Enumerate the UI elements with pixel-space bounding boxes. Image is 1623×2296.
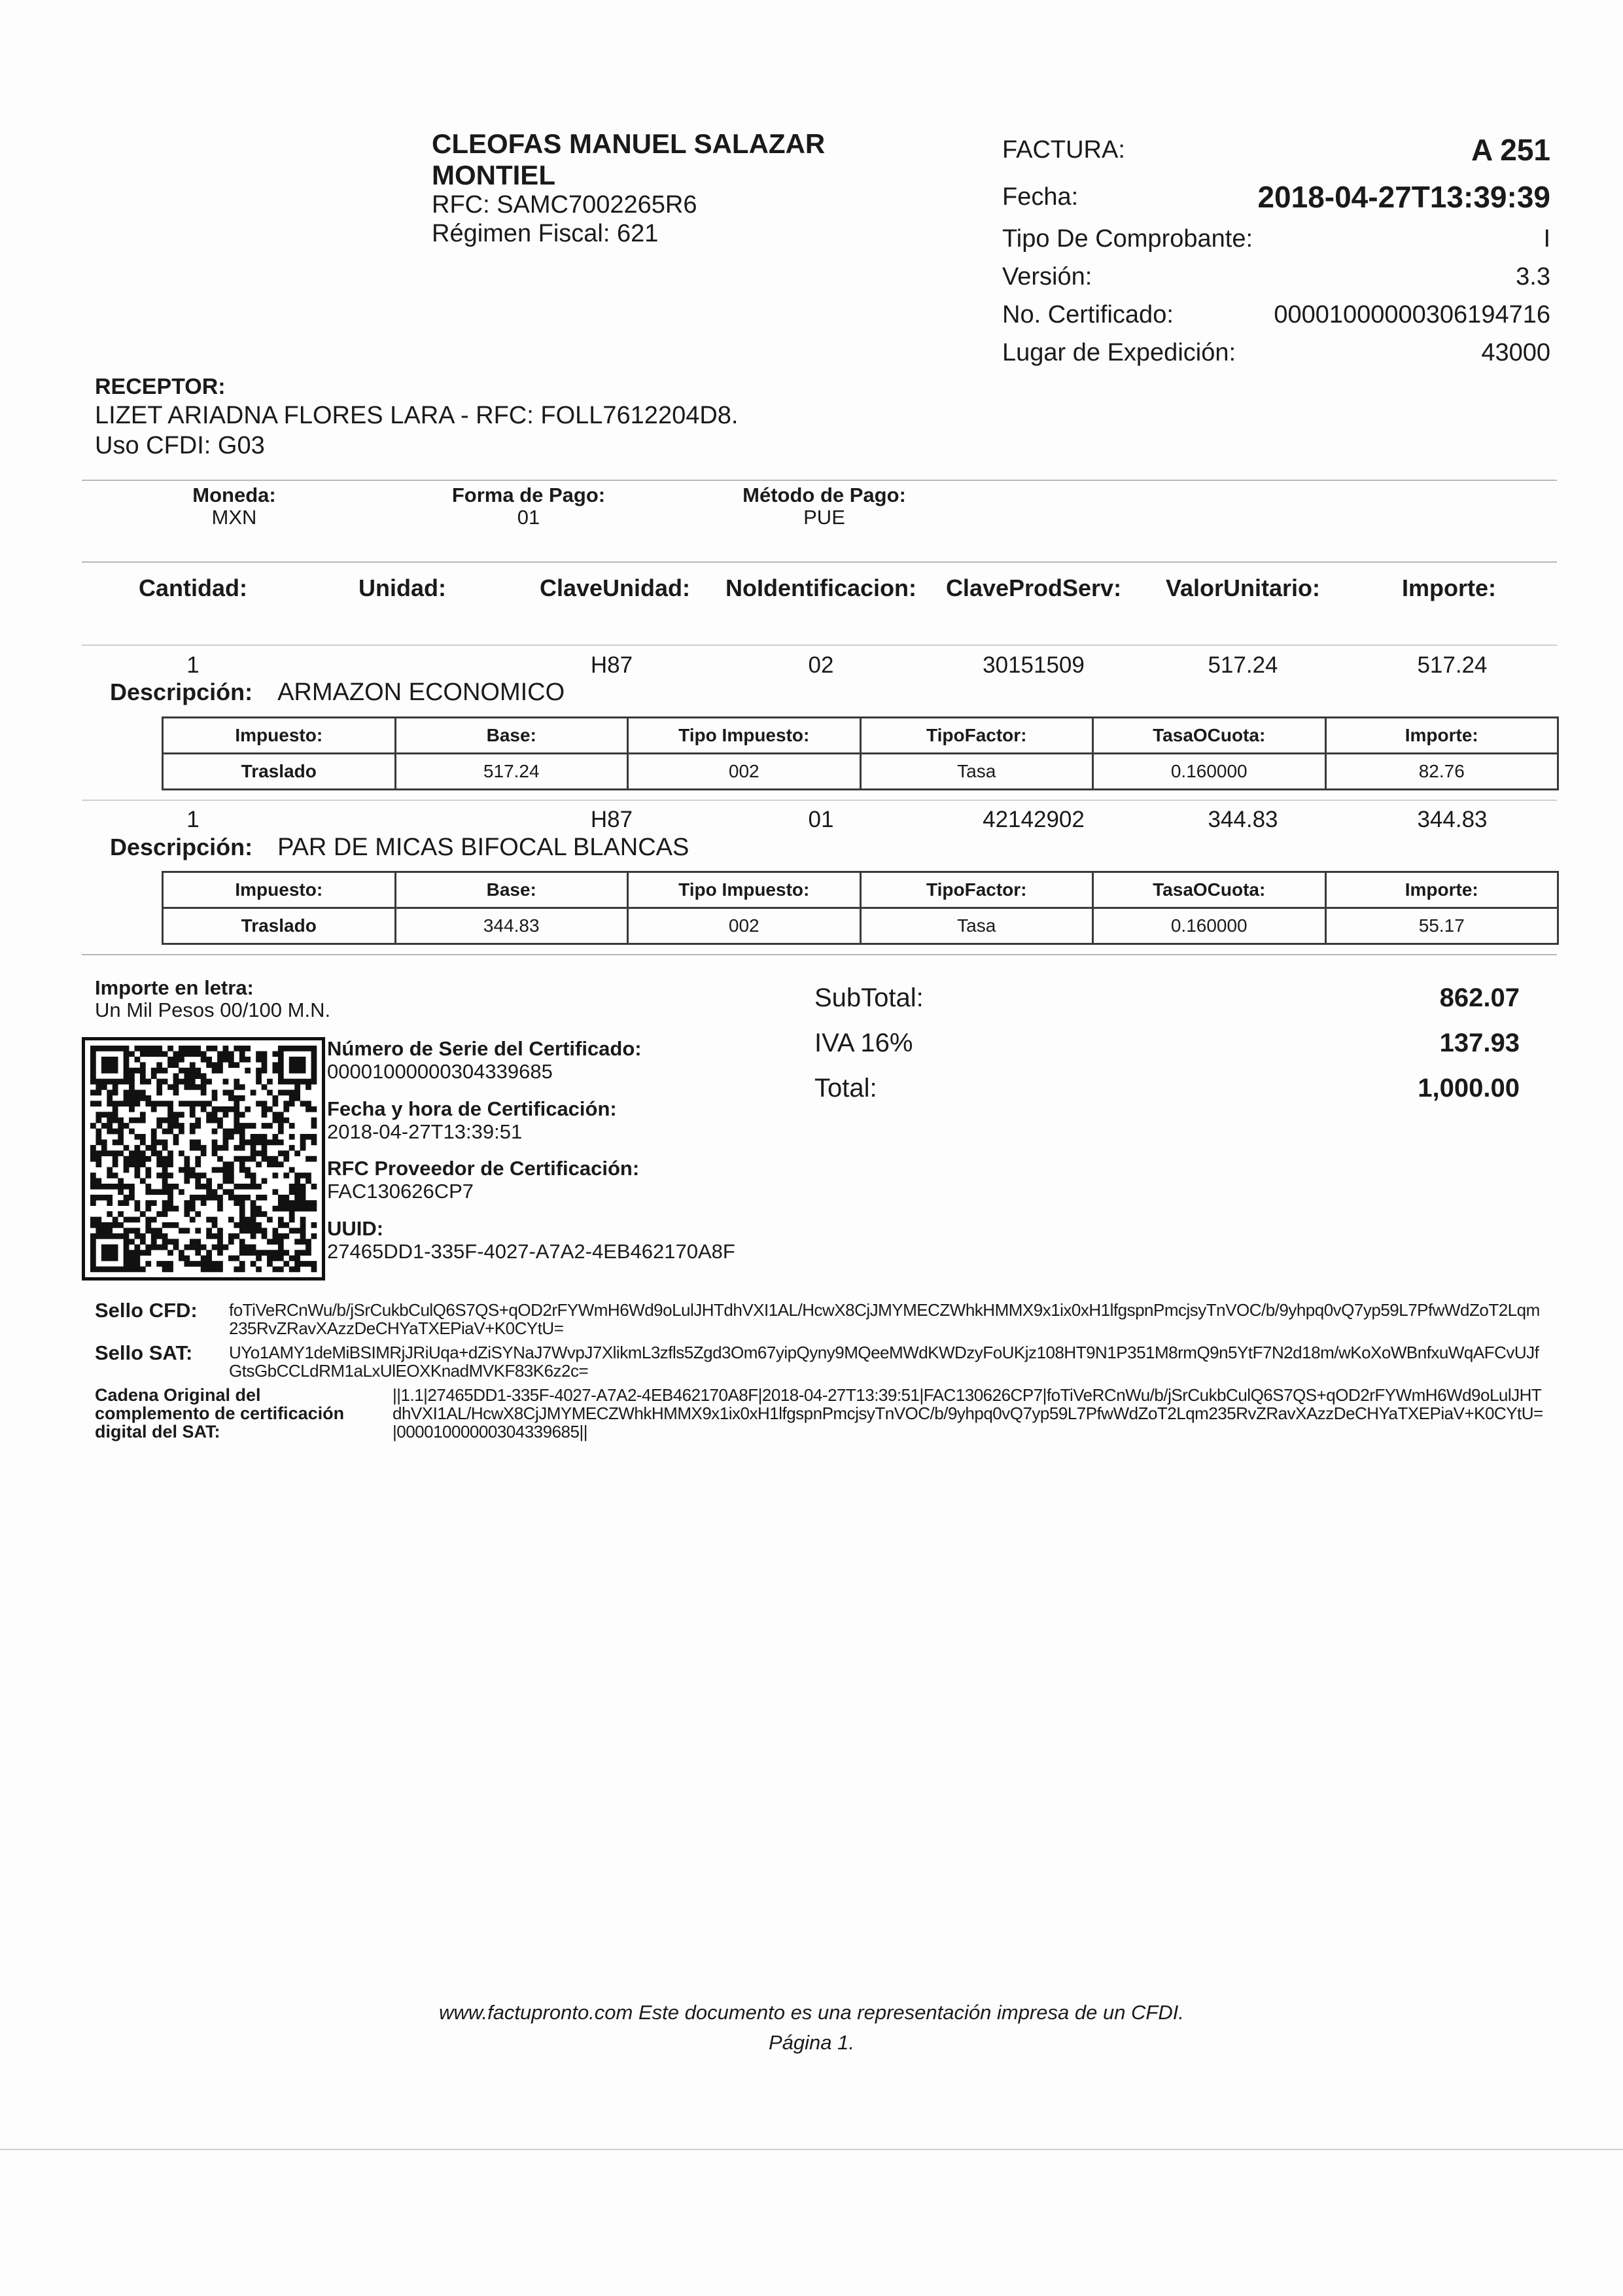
receptor-title: RECEPTOR: xyxy=(95,374,226,399)
tax-tipo-factor: Tasa xyxy=(860,754,1093,790)
invoice-date-row xyxy=(1002,180,1550,220)
importe-letra-label: Importe en letra: xyxy=(95,976,254,999)
sello-cfd-value: foTiVeRCnWu/b/jSrCukbCulQ6S7QS+qOD2rFYWmH6Wd9oLulJHTdhVXI1AL/HcwX8CjJMYMECZWhkHMMX9x1ix0xH1lfgspnPmcjsyTnVOC/b/9yhpq0vQ7yp59L7PfwWdZoT2Lqm235RvZRavXAzzDeCHYaTXEPiaV+K0CYtU= xyxy=(229,1300,1540,1338)
receptor-name-rfc: LIZET ARIADNA FLORES LARA - RFC: FOLL7612204D8. xyxy=(95,402,739,429)
divider xyxy=(82,480,1557,481)
cert-serie-label: Número de Serie del Certificado: xyxy=(327,1037,642,1060)
tax-header-impuesto: Impuesto: xyxy=(163,718,396,754)
description-label: Descripción: xyxy=(110,679,253,705)
invoice-version-row xyxy=(1002,263,1550,300)
subtotal-value: 862.07 xyxy=(1439,983,1520,1012)
divider xyxy=(82,800,1557,801)
header-no-identificacion: NoIdentificacion: xyxy=(725,574,916,601)
description-value: ARMAZON ECONOMICO xyxy=(277,679,565,706)
metodo-pago xyxy=(720,484,929,529)
fecha-value: 2018-04-27T13:39:39 xyxy=(1257,180,1550,214)
fecha-label: Fecha: xyxy=(1002,183,1079,211)
tax-header-impuesto: Impuesto: xyxy=(163,872,396,908)
tax-impuesto: Traslado xyxy=(163,908,396,944)
header-clave-unidad: ClaveUnidad: xyxy=(539,574,691,601)
qr-code-icon xyxy=(82,1037,325,1280)
invoice-type-row xyxy=(1002,225,1550,262)
item-no-identificacion: 02 xyxy=(808,652,834,678)
item-importe: 344.83 xyxy=(1417,807,1488,832)
total-value: 1,000.00 xyxy=(1418,1074,1520,1103)
version-label: Versión: xyxy=(1002,263,1092,291)
item-clave-prod-serv: 30151509 xyxy=(983,652,1085,678)
cert-serie-value: 00001000000304339685 xyxy=(327,1060,553,1083)
tax-header-tipo-factor: TipoFactor: xyxy=(860,718,1093,754)
lugar-label: Lugar de Expedición: xyxy=(1002,339,1236,366)
invoice-place-row xyxy=(1002,339,1550,376)
tax-table xyxy=(162,871,1559,945)
cert-rfc-label: RFC Proveedor de Certificación: xyxy=(327,1157,640,1180)
tax-tasa-cuota: 0.160000 xyxy=(1093,908,1326,944)
factura-label: FACTURA: xyxy=(1002,136,1125,164)
factura-value: A 251 xyxy=(1471,133,1550,167)
forma-pago xyxy=(430,484,627,529)
page-number: Página 1. xyxy=(769,2031,854,2054)
moneda-label: Moneda: xyxy=(192,484,276,506)
sello-sat-label: Sello SAT: xyxy=(95,1341,193,1364)
footer-note: www.factupronto.com Este documento es una representación impresa de un CFDI. xyxy=(439,2001,1184,2024)
page-edge-line xyxy=(0,2149,1623,2150)
item-no-identificacion: 01 xyxy=(808,807,834,832)
tax-base: 517.24 xyxy=(395,754,628,790)
tax-header-importe: Importe: xyxy=(1325,872,1558,908)
divider xyxy=(82,645,1557,646)
forma-pago-value: 01 xyxy=(517,506,540,529)
tax-header-tasa-cuota: TasaOCuota: xyxy=(1093,718,1326,754)
item-description xyxy=(110,679,565,707)
tax-impuesto: Traslado xyxy=(163,754,396,790)
tax-row xyxy=(163,754,1558,790)
cadena-original-label: Cadena Original del complemento de certificación digital del SAT: xyxy=(95,1385,345,1441)
issuer-regimen: Régimen Fiscal: 621 xyxy=(432,220,659,247)
metodo-pago-label: Método de Pago: xyxy=(742,484,906,506)
cadena-original-value: ||1.1|27465DD1-335F-4027-A7A2-4EB462170A8F|2018-04-27T13:39:51|FAC130626CP7|foTiVeRCnWu/b/jSrCukbCulQ6S7QS+qOD2rFYWmH6Wd9oLulJHTdhVXI1AL/HcwX8CjJMYMECZWhkHMMX9x1ix0xH1lfgspnPmcjsyTnVOC/b/9yhpq0vQ7yp59L7PfwWdZoT2Lqm235RvZRavXAzzDeCHYaTXEPiaV+K0CYtU=|00001000000304339685|| xyxy=(393,1385,1543,1441)
description-label: Descripción: xyxy=(110,834,253,860)
tax-header-base: Base: xyxy=(395,872,628,908)
item-importe: 517.24 xyxy=(1417,652,1488,678)
tax-header-base: Base: xyxy=(395,718,628,754)
total-label: Total: xyxy=(814,1074,877,1103)
tipo-value: I xyxy=(1543,225,1550,253)
header-clave-prod-serv: ClaveProdServ: xyxy=(945,574,1122,601)
header-unidad: Unidad: xyxy=(358,574,446,601)
metodo-pago-value: PUE xyxy=(803,506,845,529)
moneda-value: MXN xyxy=(211,506,257,529)
description-value: PAR DE MICAS BIFOCAL BLANCAS xyxy=(277,834,689,861)
cert-rfc-value: FAC130626CP7 xyxy=(327,1180,474,1203)
moneda xyxy=(169,484,300,529)
subtotal-label: SubTotal: xyxy=(814,983,924,1012)
header-importe: Importe: xyxy=(1402,574,1496,601)
tipo-label: Tipo De Comprobante: xyxy=(1002,225,1253,253)
tax-header-tipo-impuesto: Tipo Impuesto: xyxy=(628,872,861,908)
sello-sat-value: UYo1AMY1deMiBSIMRjJRiUqa+dZiSYNaJ7WvpJ7XlikmL3zfls5Zgd3Om67yipQyny9MQeeMWdKWDzyFoUKjz108HT9N1P351M8rmQ9n5YtF7N2d18m/wKoXoWBnfxuWqAFCvUJfGtsGbCCLdRM1aLxUlEOXKnadMVKF83K6z2c= xyxy=(229,1343,1539,1381)
tax-tipo-factor: Tasa xyxy=(860,908,1093,944)
cert-uuid-value: 27465DD1-335F-4027-A7A2-4EB462170A8F xyxy=(327,1240,735,1263)
divider xyxy=(82,954,1557,955)
tax-tasa-cuota: 0.160000 xyxy=(1093,754,1326,790)
tax-tipo-impuesto: 002 xyxy=(628,754,861,790)
tax-header-tasa-cuota: TasaOCuota: xyxy=(1093,872,1326,908)
iva-label: IVA 16% xyxy=(814,1029,913,1057)
item-cantidad: 1 xyxy=(186,807,200,832)
cert-fecha-value: 2018-04-27T13:39:51 xyxy=(327,1120,523,1143)
importe-letra-value: Un Mil Pesos 00/100 M.N. xyxy=(95,998,331,1021)
certificado-value: 00001000000306194716 xyxy=(1274,301,1550,328)
item-description xyxy=(110,834,689,862)
tax-header-tipo-factor: TipoFactor: xyxy=(860,872,1093,908)
item-clave-unidad: H87 xyxy=(590,652,633,678)
iva-value: 137.93 xyxy=(1439,1029,1520,1057)
invoice-number-row xyxy=(1002,133,1550,173)
item-cantidad: 1 xyxy=(186,652,200,678)
lugar-value: 43000 xyxy=(1481,339,1550,366)
tax-tipo-impuesto: 002 xyxy=(628,908,861,944)
tax-base: 344.83 xyxy=(395,908,628,944)
version-value: 3.3 xyxy=(1516,263,1550,291)
tax-table xyxy=(162,716,1559,790)
forma-pago-label: Forma de Pago: xyxy=(451,484,606,506)
tax-header-tipo-impuesto: Tipo Impuesto: xyxy=(628,718,861,754)
invoice-certificate-row xyxy=(1002,301,1550,338)
tax-importe: 55.17 xyxy=(1325,908,1558,944)
cert-fecha-label: Fecha y hora de Certificación: xyxy=(327,1097,617,1120)
header-valor-unitario: ValorUnitario: xyxy=(1165,574,1321,601)
header-cantidad: Cantidad: xyxy=(139,574,247,601)
item-clave-unidad: H87 xyxy=(590,807,633,832)
issuer-rfc: RFC: SAMC7002265R6 xyxy=(432,191,697,219)
certificado-label: No. Certificado: xyxy=(1002,301,1174,328)
receptor-uso-cfdi: Uso CFDI: G03 xyxy=(95,432,265,459)
tax-header-importe: Importe: xyxy=(1325,718,1558,754)
item-valor-unitario: 517.24 xyxy=(1208,652,1278,678)
divider xyxy=(82,561,1557,563)
issuer-name: CLEOFAS MANUEL SALAZAR MONTIEL xyxy=(432,128,826,190)
sello-cfd-label: Sello CFD: xyxy=(95,1299,198,1322)
tax-row xyxy=(163,908,1558,944)
cert-uuid-label: UUID: xyxy=(327,1217,384,1240)
tax-importe: 82.76 xyxy=(1325,754,1558,790)
item-clave-prod-serv: 42142902 xyxy=(983,807,1085,832)
item-valor-unitario: 344.83 xyxy=(1208,807,1278,832)
